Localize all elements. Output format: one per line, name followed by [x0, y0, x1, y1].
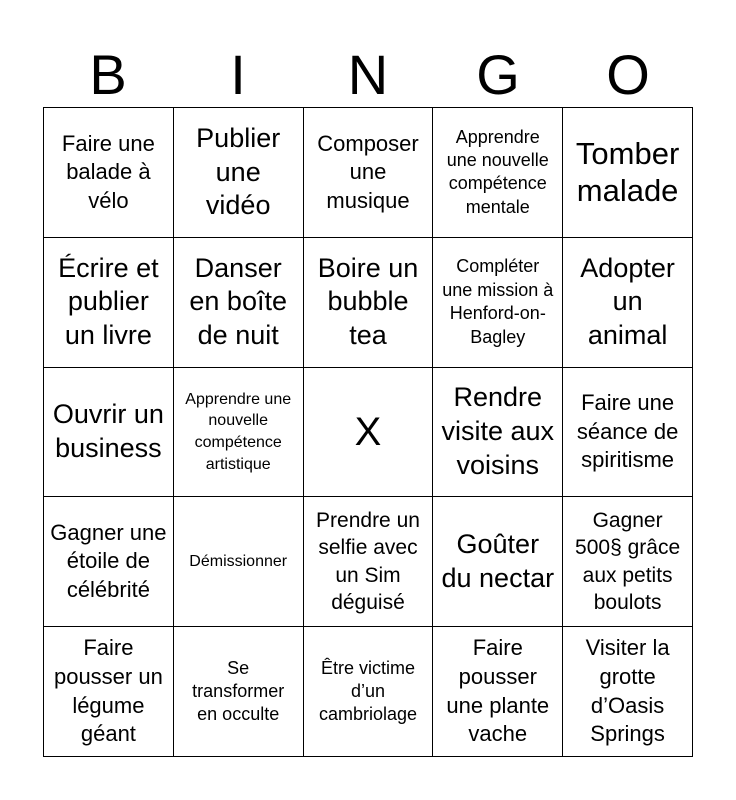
header-letter-g: G: [476, 43, 520, 106]
bingo-cell[interactable]: Visiter la grotte d’Oasis Springs: [563, 627, 693, 757]
bingo-cell[interactable]: Écrire et publier un livre: [44, 238, 174, 368]
bingo-cell[interactable]: Tomber malade: [563, 108, 693, 238]
bingo-cell[interactable]: Rendre visite aux voisins: [433, 368, 563, 498]
bingo-cell[interactable]: Compléter une mission à Henford-on-Bagley: [433, 238, 563, 368]
bingo-cell[interactable]: Danser en boîte de nuit: [174, 238, 304, 368]
header-letter-b: B: [89, 43, 127, 106]
bingo-cell[interactable]: Apprendre une nouvelle compétence artistique: [174, 368, 304, 498]
bingo-cell[interactable]: Gagner une étoile de célébrité: [44, 497, 174, 627]
header-letter-o: O: [606, 43, 650, 106]
bingo-header: [43, 40, 693, 110]
bingo-cell[interactable]: Goûter du nectar: [433, 497, 563, 627]
bingo-cell[interactable]: Être victime d’un cambriolage: [304, 627, 434, 757]
header-letter-i: I: [230, 43, 246, 106]
header-letter-n: N: [347, 43, 389, 106]
bingo-cell[interactable]: Prendre un selfie avec un Sim déguisé: [304, 497, 434, 627]
bingo-cell[interactable]: Publier une vidéo: [174, 108, 304, 238]
bingo-cell[interactable]: Composer une musique: [304, 108, 434, 238]
bingo-grid: [43, 107, 693, 757]
bingo-cell[interactable]: Faire une séance de spiritisme: [563, 368, 693, 498]
bingo-cell[interactable]: Faire pousser une plante vache: [433, 627, 563, 757]
bingo-cell[interactable]: Démissionner: [174, 497, 304, 627]
bingo-cell[interactable]: Faire une balade à vélo: [44, 108, 174, 238]
bingo-cell[interactable]: Ouvrir un business: [44, 368, 174, 498]
bingo-cell[interactable]: Adopter un animal: [563, 238, 693, 368]
bingo-cell[interactable]: Boire un bubble tea: [304, 238, 434, 368]
bingo-cell[interactable]: Se transformer en occulte: [174, 627, 304, 757]
free-space-cell[interactable]: X: [304, 368, 434, 498]
bingo-cell[interactable]: Apprendre une nouvelle compétence mentale: [433, 108, 563, 238]
bingo-cell[interactable]: Gagner 500§ grâce aux petits boulots: [563, 497, 693, 627]
bingo-cell[interactable]: Faire pousser un légume géant: [44, 627, 174, 757]
